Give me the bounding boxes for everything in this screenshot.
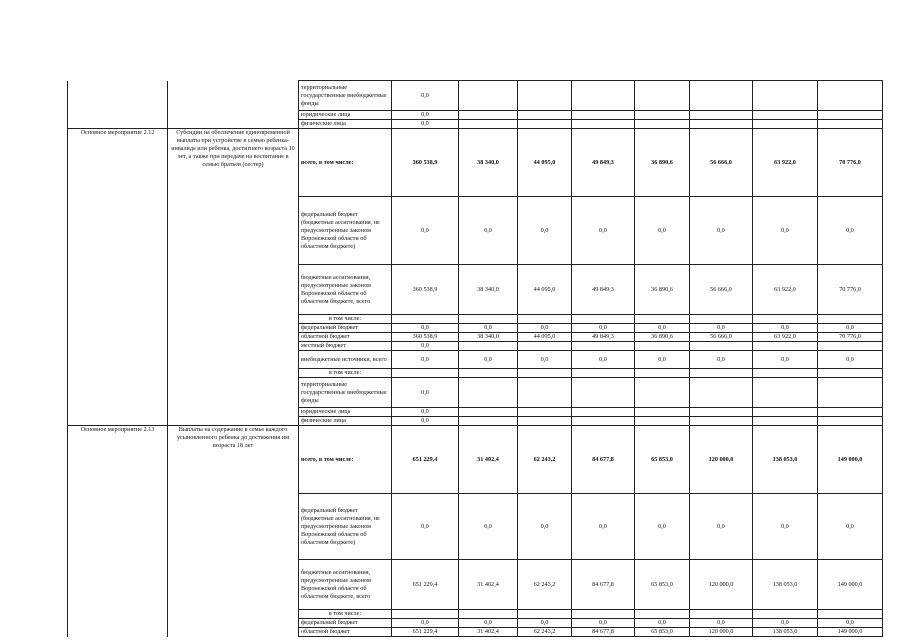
empty-cell <box>518 120 572 129</box>
measure-name: Выплаты на содержание в семье каждого усыновленного ребенка до достижения им возраста 18 лет <box>168 426 299 494</box>
empty-cell <box>572 111 635 120</box>
value-cell: 0,0 <box>459 324 518 333</box>
measure-code-cell <box>68 494 168 560</box>
value-cell: 0,0 <box>635 351 690 369</box>
source-label: федеральный бюджет (бюджетные ассигнования, не предусмотренные законом Воронежской области об областном бюджете) <box>299 197 392 265</box>
empty-cell <box>818 378 883 408</box>
source-label: в том числе: <box>299 610 392 619</box>
empty-cell <box>459 81 518 111</box>
value-cell: 149 000,0 <box>818 628 883 637</box>
measure-code-cell <box>68 560 168 610</box>
value-cell: 149 000,0 <box>818 426 883 494</box>
value-cell: 0,0 <box>572 197 635 265</box>
empty-cell <box>459 342 518 351</box>
value-cell: 38 340,0 <box>459 265 518 315</box>
table-row <box>68 197 883 265</box>
value-cell: 0,0 <box>459 494 518 560</box>
empty-cell <box>635 408 690 417</box>
empty-cell <box>690 315 753 324</box>
measure-code-cell <box>68 351 168 369</box>
value-cell: 0,0 <box>518 494 572 560</box>
empty-cell <box>753 378 818 408</box>
measure-code: Основное мероприятие 2.13 <box>68 426 168 494</box>
value-cell: 63 922,0 <box>753 129 818 197</box>
table-row <box>68 408 883 417</box>
value-cell: 62 243,2 <box>518 426 572 494</box>
measure-code-cell <box>68 408 168 417</box>
value-cell: 0,0 <box>818 324 883 333</box>
empty-cell <box>818 610 883 619</box>
value-cell: 0,0 <box>690 351 753 369</box>
measure-name-cell <box>168 81 299 111</box>
source-label: бюджетные ассигнования, предусмотренные законом Воронежской области об областном бюджете, всего <box>299 265 392 315</box>
empty-cell <box>753 610 818 619</box>
empty-cell <box>459 408 518 417</box>
table-row <box>68 610 883 619</box>
value-cell: 36 890,6 <box>635 129 690 197</box>
value-cell: 31 402,4 <box>459 560 518 610</box>
empty-cell <box>753 408 818 417</box>
source-label: территориальные государственные внебюджетные фонды <box>299 378 392 408</box>
value-cell: 0,0 <box>572 494 635 560</box>
empty-cell <box>518 378 572 408</box>
empty-cell <box>635 610 690 619</box>
source-label: территориальные государственные внебюджетные фонды <box>299 81 392 111</box>
empty-cell <box>459 111 518 120</box>
measure-name-cell <box>168 342 299 351</box>
table-row <box>68 342 883 351</box>
value-cell: 31 402,4 <box>459 426 518 494</box>
measure-name-cell <box>168 315 299 324</box>
empty-cell <box>635 378 690 408</box>
empty-cell <box>690 408 753 417</box>
measure-code-cell <box>68 417 168 426</box>
table-row <box>68 129 883 197</box>
table-row <box>68 81 883 111</box>
table-row <box>68 560 883 610</box>
empty-cell <box>518 610 572 619</box>
empty-cell <box>753 315 818 324</box>
empty-cell <box>518 342 572 351</box>
value-cell: 0,0 <box>753 324 818 333</box>
source-label: федеральный бюджет <box>299 619 392 628</box>
source-label: федеральный бюджет <box>299 324 392 333</box>
empty-cell <box>572 408 635 417</box>
value-cell: 56 666,0 <box>690 129 753 197</box>
source-label: юридические лица <box>299 408 392 417</box>
measure-name-cell <box>168 610 299 619</box>
empty-cell <box>572 342 635 351</box>
measure-name-cell <box>168 494 299 560</box>
empty-cell <box>690 369 753 378</box>
value-cell: 0,0 <box>572 351 635 369</box>
empty-cell <box>635 315 690 324</box>
value-cell: 0,0 <box>392 324 459 333</box>
table-row <box>68 619 883 628</box>
value-cell: 0,0 <box>572 619 635 628</box>
value-cell: 120 000,0 <box>690 426 753 494</box>
measure-name-cell <box>168 351 299 369</box>
empty-cell <box>572 378 635 408</box>
value-cell: 0,0 <box>392 120 459 129</box>
value-cell: 63 922,0 <box>753 333 818 342</box>
measure-name-cell <box>168 120 299 129</box>
value-cell: 651 229,4 <box>392 426 459 494</box>
value-cell: 56 666,0 <box>690 265 753 315</box>
measure-name-cell <box>168 197 299 265</box>
value-cell: 62 243,2 <box>518 560 572 610</box>
empty-cell <box>459 610 518 619</box>
empty-cell <box>635 342 690 351</box>
source-label: местный бюджет <box>299 342 392 351</box>
source-label: областной бюджет <box>299 333 392 342</box>
value-cell: 44 095,0 <box>518 265 572 315</box>
value-cell: 360 538,9 <box>392 129 459 197</box>
measure-code: Основное мероприятие 2.12 <box>68 129 168 197</box>
value-cell: 0,0 <box>690 494 753 560</box>
empty-cell <box>690 111 753 120</box>
source-label: внебюджетные источники, всего <box>299 351 392 369</box>
value-cell: 0,0 <box>690 197 753 265</box>
value-cell: 84 677,8 <box>572 426 635 494</box>
table-row <box>68 417 883 426</box>
value-cell: 36 890,6 <box>635 265 690 315</box>
value-cell: 49 849,3 <box>572 265 635 315</box>
source-label: юридические лица <box>299 111 392 120</box>
empty-cell <box>518 81 572 111</box>
empty-cell <box>392 369 459 378</box>
value-cell: 84 677,8 <box>572 560 635 610</box>
value-cell: 0,0 <box>753 494 818 560</box>
value-cell: 36 890,6 <box>635 333 690 342</box>
source-label: в том числе: <box>299 315 392 324</box>
value-cell: 0,0 <box>518 351 572 369</box>
value-cell: 360 538,9 <box>392 265 459 315</box>
value-cell: 0,0 <box>753 197 818 265</box>
value-cell: 0,0 <box>459 351 518 369</box>
measure-name-cell <box>168 333 299 342</box>
measure-code-cell <box>68 120 168 129</box>
empty-cell <box>518 111 572 120</box>
empty-cell <box>818 408 883 417</box>
measure-name-cell <box>168 265 299 315</box>
table-row <box>68 120 883 129</box>
measure-code-cell <box>68 333 168 342</box>
measure-code-cell <box>68 342 168 351</box>
empty-cell <box>572 315 635 324</box>
empty-cell <box>753 417 818 426</box>
table-row <box>68 628 883 637</box>
empty-cell <box>690 120 753 129</box>
value-cell: 70 776,0 <box>818 333 883 342</box>
value-cell: 0,0 <box>635 494 690 560</box>
table-row <box>68 494 883 560</box>
empty-cell <box>635 111 690 120</box>
table-row <box>68 369 883 378</box>
value-cell: 38 340,0 <box>459 333 518 342</box>
empty-cell <box>459 369 518 378</box>
value-cell: 49 849,3 <box>572 129 635 197</box>
empty-cell <box>690 342 753 351</box>
empty-cell <box>459 378 518 408</box>
value-cell: 62 243,2 <box>518 628 572 637</box>
source-label: физические лица <box>299 120 392 129</box>
value-cell: 138 053,0 <box>753 628 818 637</box>
empty-cell <box>635 369 690 378</box>
table-row <box>68 351 883 369</box>
value-cell: 65 853,0 <box>635 560 690 610</box>
value-cell: 84 677,8 <box>572 628 635 637</box>
source-label: областной бюджет <box>299 628 392 637</box>
value-cell: 0,0 <box>392 111 459 120</box>
value-cell: 65 853,0 <box>635 426 690 494</box>
value-cell: 70 776,0 <box>818 129 883 197</box>
table-row <box>68 111 883 120</box>
measure-name-cell <box>168 378 299 408</box>
table-row <box>68 265 883 315</box>
value-cell: 0,0 <box>392 417 459 426</box>
table-row <box>68 378 883 408</box>
value-cell: 31 402,4 <box>459 628 518 637</box>
value-cell: 0,0 <box>392 408 459 417</box>
measure-name-cell <box>168 408 299 417</box>
source-label: федеральный бюджет (бюджетные ассигнования, не предусмотренные законом Воронежской области об областном бюджете) <box>299 494 392 560</box>
value-cell: 651 229,4 <box>392 628 459 637</box>
value-cell: 360 538,9 <box>392 333 459 342</box>
source-label: в том числе: <box>299 369 392 378</box>
value-cell: 38 340,0 <box>459 129 518 197</box>
empty-cell <box>459 315 518 324</box>
value-cell: 65 853,0 <box>635 628 690 637</box>
value-cell: 0,0 <box>518 324 572 333</box>
empty-cell <box>690 81 753 111</box>
empty-cell <box>753 369 818 378</box>
empty-cell <box>572 417 635 426</box>
value-cell: 0,0 <box>818 197 883 265</box>
empty-cell <box>518 417 572 426</box>
value-cell: 0,0 <box>690 324 753 333</box>
value-cell: 0,0 <box>818 619 883 628</box>
empty-cell <box>818 417 883 426</box>
measure-name-cell <box>168 111 299 120</box>
source-label: физические лица <box>299 417 392 426</box>
measure-name-cell <box>168 619 299 628</box>
value-cell: 149 000,0 <box>818 560 883 610</box>
value-cell: 0,0 <box>392 342 459 351</box>
measure-code-cell <box>68 81 168 111</box>
table-row <box>68 324 883 333</box>
empty-cell <box>392 315 459 324</box>
value-cell: 651 229,4 <box>392 560 459 610</box>
value-cell: 0,0 <box>635 197 690 265</box>
value-cell: 0,0 <box>572 324 635 333</box>
measure-name-cell <box>168 628 299 637</box>
table-row <box>68 426 883 494</box>
value-cell: 44 095,0 <box>518 129 572 197</box>
value-cell: 0,0 <box>392 619 459 628</box>
value-cell: 0,0 <box>635 619 690 628</box>
measure-code-cell <box>68 265 168 315</box>
empty-cell <box>518 315 572 324</box>
empty-cell <box>690 417 753 426</box>
empty-cell <box>753 120 818 129</box>
value-cell: 0,0 <box>818 494 883 560</box>
value-cell: 0,0 <box>753 351 818 369</box>
empty-cell <box>392 610 459 619</box>
empty-cell <box>459 417 518 426</box>
measure-code-cell <box>68 628 168 637</box>
empty-cell <box>753 111 818 120</box>
empty-cell <box>635 81 690 111</box>
value-cell: 44 095,0 <box>518 333 572 342</box>
value-cell: 70 776,0 <box>818 265 883 315</box>
measure-code-cell <box>68 111 168 120</box>
empty-cell <box>753 342 818 351</box>
empty-cell <box>518 408 572 417</box>
value-cell: 0,0 <box>392 81 459 111</box>
empty-cell <box>572 81 635 111</box>
source-label: всего, в том числе: <box>299 129 392 197</box>
value-cell: 0,0 <box>690 619 753 628</box>
measure-name: Субсидии на обеспечение единовременной выплаты при устройстве в семью ребенка-инвалида или ребенка, достигшего возраста 10 лет, а также при передаче на воспитание в семью братьев (сестер) <box>168 129 299 197</box>
table-row <box>68 333 883 342</box>
measure-name-cell <box>168 324 299 333</box>
value-cell: 0,0 <box>518 619 572 628</box>
value-cell: 120 000,0 <box>690 628 753 637</box>
value-cell: 63 922,0 <box>753 265 818 315</box>
source-label: всего, в том числе: <box>299 426 392 494</box>
empty-cell <box>572 369 635 378</box>
table-row <box>68 315 883 324</box>
value-cell: 49 849,3 <box>572 333 635 342</box>
value-cell: 138 053,0 <box>753 560 818 610</box>
measure-name-cell <box>168 417 299 426</box>
measure-code-cell <box>68 619 168 628</box>
empty-cell <box>818 369 883 378</box>
value-cell: 0,0 <box>392 197 459 265</box>
measure-name-cell <box>168 369 299 378</box>
empty-cell <box>690 378 753 408</box>
measure-code-cell <box>68 369 168 378</box>
empty-cell <box>818 315 883 324</box>
measure-code-cell <box>68 610 168 619</box>
value-cell: 0,0 <box>392 378 459 408</box>
empty-cell <box>753 81 818 111</box>
empty-cell <box>818 342 883 351</box>
value-cell: 0,0 <box>753 619 818 628</box>
measure-code-cell <box>68 324 168 333</box>
empty-cell <box>459 120 518 129</box>
empty-cell <box>518 369 572 378</box>
value-cell: 138 053,0 <box>753 426 818 494</box>
empty-cell <box>818 81 883 111</box>
measure-code-cell <box>68 315 168 324</box>
empty-cell <box>818 120 883 129</box>
empty-cell <box>635 417 690 426</box>
source-label: бюджетные ассигнования, предусмотренные законом Воронежской области об областном бюджете, всего <box>299 560 392 610</box>
measure-name-cell <box>168 560 299 610</box>
value-cell: 0,0 <box>392 351 459 369</box>
empty-cell <box>572 610 635 619</box>
empty-cell <box>635 120 690 129</box>
value-cell: 120 000,0 <box>690 560 753 610</box>
value-cell: 0,0 <box>459 619 518 628</box>
empty-cell <box>690 610 753 619</box>
value-cell: 0,0 <box>635 324 690 333</box>
empty-cell <box>818 111 883 120</box>
value-cell: 0,0 <box>459 197 518 265</box>
value-cell: 0,0 <box>392 494 459 560</box>
budget-table <box>67 80 883 637</box>
value-cell: 0,0 <box>818 351 883 369</box>
value-cell: 56 666,0 <box>690 333 753 342</box>
value-cell: 0,0 <box>518 197 572 265</box>
measure-code-cell <box>68 378 168 408</box>
measure-code-cell <box>68 197 168 265</box>
empty-cell <box>572 120 635 129</box>
